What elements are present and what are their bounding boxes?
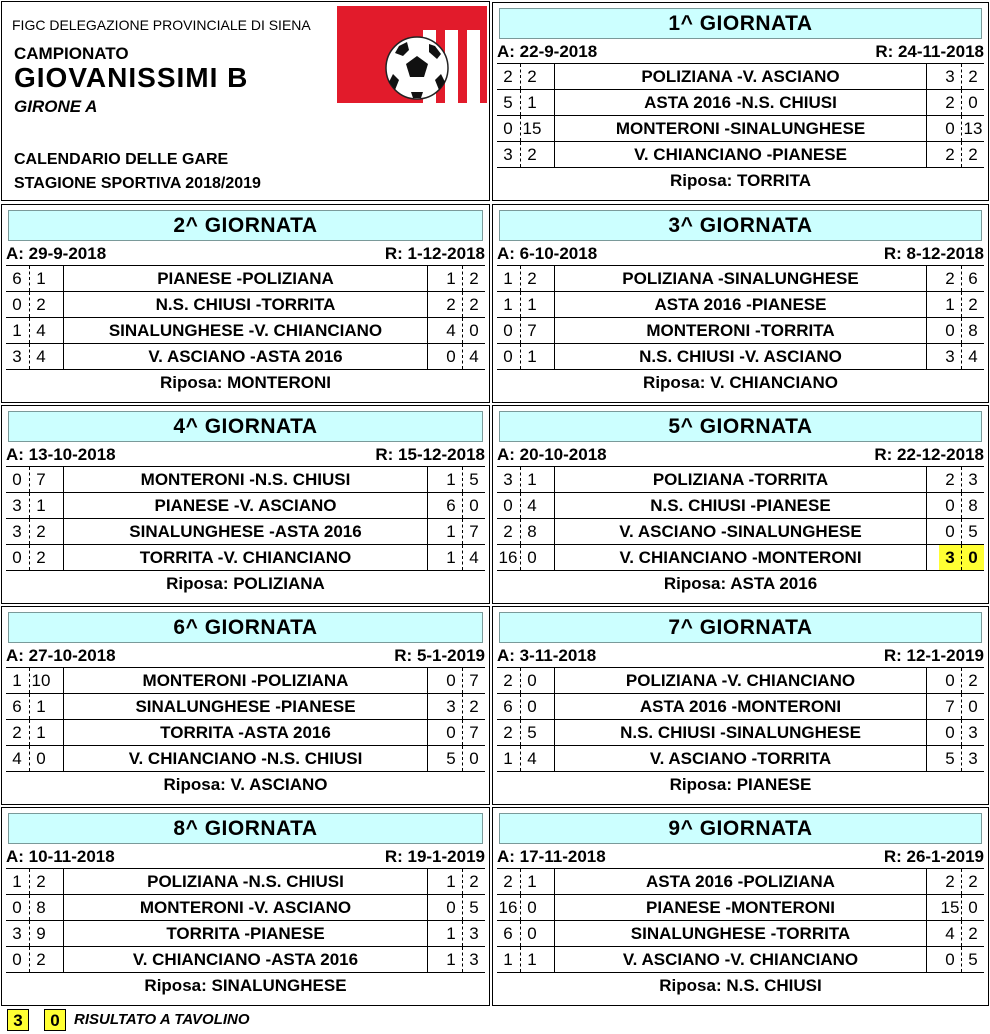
andata-home-score: 0 xyxy=(12,548,22,567)
match-teams: SINALUNGHESE -PIANESE xyxy=(63,694,428,719)
andata-away-score: 1 xyxy=(520,467,543,492)
match-row xyxy=(6,920,485,947)
match-row xyxy=(497,868,984,895)
andata-away-score: 1 xyxy=(29,720,52,745)
giornata-dates xyxy=(497,444,984,466)
ritorno-home-score: 4 xyxy=(446,321,456,340)
andata-away-score: 4 xyxy=(29,344,52,369)
riposa-label: Riposa: SINALUNGHESE xyxy=(6,972,485,999)
ritorno-away-score: 8 xyxy=(961,318,984,343)
riposa-label: Riposa: V. ASCIANO xyxy=(6,771,485,798)
ritorno-away-score: 5 xyxy=(961,947,984,972)
ritorno-away-score: 6 xyxy=(961,266,984,291)
andata-home-score: 5 xyxy=(503,93,513,112)
ritorno-home-score: 4 xyxy=(945,924,955,943)
ritorno-home-score: 1 xyxy=(446,924,456,943)
match-row xyxy=(6,291,485,318)
andata-date: A: 20-10-2018 xyxy=(497,445,607,464)
ritorno-home-score: 0 xyxy=(446,723,456,742)
andata-away-score: 4 xyxy=(29,318,52,343)
andata-home-score: 6 xyxy=(503,924,513,943)
andata-home-score: 6 xyxy=(503,697,513,716)
andata-home-score: 4 xyxy=(12,749,22,768)
ritorno-away-score: 4 xyxy=(462,545,485,570)
giornata-panel xyxy=(492,405,989,604)
match-teams: POLIZIANA -SINALUNGHESE xyxy=(554,266,927,291)
giornata-dates xyxy=(497,243,984,265)
andata-home-score: 1 xyxy=(503,950,513,969)
ritorno-away-score: 2 xyxy=(961,64,984,89)
riposa-label: Riposa: ASTA 2016 xyxy=(497,570,984,597)
giornata-title: 5^ GIORNATA xyxy=(499,411,982,442)
ritorno-away-score: 3 xyxy=(961,467,984,492)
match-teams: V. CHIANCIANO -N.S. CHIUSI xyxy=(63,746,428,771)
andata-away-score: 15 xyxy=(520,116,543,141)
ritorno-home-score: 0 xyxy=(945,321,955,340)
andata-home-score: 3 xyxy=(12,924,22,943)
match-row xyxy=(497,492,984,519)
ritorno-home-score: 1 xyxy=(446,522,456,541)
match-row xyxy=(6,868,485,895)
match-teams: TORRITA -ASTA 2016 xyxy=(63,720,428,745)
group-label: GIRONE A xyxy=(14,97,98,116)
giornata-dates xyxy=(6,846,485,868)
andata-home-score: 2 xyxy=(503,723,513,742)
andata-date: A: 13-10-2018 xyxy=(6,445,116,464)
andata-away-score: 0 xyxy=(520,895,543,920)
match-row xyxy=(6,667,485,694)
ritorno-away-score: 2 xyxy=(961,921,984,946)
match-row xyxy=(497,745,984,772)
andata-date: A: 27-10-2018 xyxy=(6,646,116,665)
giornata-title: 6^ GIORNATA xyxy=(8,612,483,643)
match-teams: PIANESE -MONTERONI xyxy=(554,895,927,920)
calendar-label: CALENDARIO DELLE GARE xyxy=(14,151,229,168)
match-row xyxy=(497,317,984,344)
andata-home-score: 16 xyxy=(498,548,518,567)
match-row xyxy=(497,343,984,370)
match-row xyxy=(497,466,984,493)
match-teams: SINALUNGHESE -ASTA 2016 xyxy=(63,519,428,544)
match-row xyxy=(6,745,485,772)
match-row xyxy=(497,920,984,947)
giornata-panel xyxy=(492,807,989,1006)
andata-date: A: 29-9-2018 xyxy=(6,244,107,263)
andata-home-score: 0 xyxy=(503,496,513,515)
ritorno-date: R: 8-12-2018 xyxy=(883,244,984,263)
ritorno-away-score: 0 xyxy=(961,694,984,719)
andata-home-score: 3 xyxy=(12,347,22,366)
ritorno-date: R: 19-1-2019 xyxy=(384,847,485,866)
andata-away-score: 1 xyxy=(29,694,52,719)
match-teams: MONTERONI -POLIZIANA xyxy=(63,668,428,693)
andata-away-score: 2 xyxy=(520,64,543,89)
andata-away-score: 1 xyxy=(520,869,543,894)
ritorno-home-score: 5 xyxy=(945,749,955,768)
ritorno-home-score: 0 xyxy=(945,496,955,515)
giornata-dates xyxy=(6,645,485,667)
ritorno-away-score: 5 xyxy=(961,519,984,544)
ritorno-home-score: 0 xyxy=(446,671,456,690)
ritorno-away-score: 4 xyxy=(462,344,485,369)
match-teams: POLIZIANA -N.S. CHIUSI xyxy=(63,869,428,894)
ritorno-home-score: 2 xyxy=(945,470,955,489)
season-label: STAGIONE SPORTIVA 2018/2019 xyxy=(14,175,261,192)
ritorno-home-score: 0 xyxy=(945,119,955,138)
andata-home-score: 3 xyxy=(503,145,513,164)
ritorno-away-score: 2 xyxy=(462,292,485,317)
match-row xyxy=(497,89,984,116)
match-teams: MONTERONI -V. ASCIANO xyxy=(63,895,428,920)
match-row xyxy=(6,492,485,519)
match-row xyxy=(6,343,485,370)
ritorno-home-score: 2 xyxy=(945,269,955,288)
andata-away-score: 9 xyxy=(29,921,52,946)
ritorno-home-score: 0 xyxy=(446,898,456,917)
andata-away-score: 2 xyxy=(29,869,52,894)
match-teams: ASTA 2016 -PIANESE xyxy=(554,292,927,317)
ritorno-home-score: 0 xyxy=(945,723,955,742)
riposa-label: Riposa: V. CHIANCIANO xyxy=(497,369,984,396)
giornata-panel xyxy=(492,2,989,201)
andata-home-score: 2 xyxy=(503,872,513,891)
match-teams: MONTERONI -TORRITA xyxy=(554,318,927,343)
andata-away-score: 0 xyxy=(520,668,543,693)
match-teams: N.S. CHIUSI -SINALUNGHESE xyxy=(554,720,927,745)
ritorno-home-score: 7 xyxy=(945,697,955,716)
match-row xyxy=(6,518,485,545)
match-teams: MONTERONI -SINALUNGHESE xyxy=(554,116,927,141)
ritorno-away-score: 5 xyxy=(462,895,485,920)
match-row xyxy=(497,946,984,973)
giornata-title: 1^ GIORNATA xyxy=(499,8,982,39)
ritorno-home-score: 1 xyxy=(945,295,955,314)
legend-text: RISULTATO A TAVOLINO xyxy=(74,1011,250,1028)
andata-away-score: 0 xyxy=(520,694,543,719)
ritorno-home-score: 1 xyxy=(446,950,456,969)
match-teams: TORRITA -PIANESE xyxy=(63,921,428,946)
match-teams: V. CHIANCIANO -MONTERONI xyxy=(554,545,927,570)
ritorno-home-score: 3 xyxy=(945,67,955,86)
match-teams: ASTA 2016 -N.S. CHIUSI xyxy=(554,90,927,115)
ritorno-home-score: 1 xyxy=(446,269,456,288)
giornata-title: 8^ GIORNATA xyxy=(8,813,483,844)
match-row xyxy=(497,518,984,545)
andata-away-score: 5 xyxy=(520,720,543,745)
ritorno-away-score: 0 xyxy=(462,746,485,771)
ritorno-away-score: 2 xyxy=(961,292,984,317)
ritorno-away-score: 2 xyxy=(961,869,984,894)
match-teams: ASTA 2016 -POLIZIANA xyxy=(554,869,927,894)
ritorno-away-score: 0 xyxy=(462,318,485,343)
match-teams: TORRITA -V. CHIANCIANO xyxy=(63,545,428,570)
andata-home-score: 0 xyxy=(503,321,513,340)
match-row xyxy=(497,115,984,142)
andata-away-score: 4 xyxy=(520,493,543,518)
riposa-label: Riposa: POLIZIANA xyxy=(6,570,485,597)
andata-date: A: 10-11-2018 xyxy=(6,847,115,866)
andata-away-score: 1 xyxy=(520,344,543,369)
match-row xyxy=(497,63,984,90)
match-teams: POLIZIANA -V. CHIANCIANO xyxy=(554,668,927,693)
andata-home-score: 1 xyxy=(503,749,513,768)
riposa-label: Riposa: N.S. CHIUSI xyxy=(497,972,984,999)
ritorno-home-score: 1 xyxy=(446,548,456,567)
legend-box-away: 0 xyxy=(44,1009,66,1031)
ritorno-date: R: 15-12-2018 xyxy=(375,445,485,464)
andata-home-score: 0 xyxy=(12,470,22,489)
andata-date: A: 22-9-2018 xyxy=(497,42,598,61)
giornata-panel xyxy=(1,405,490,604)
andata-home-score: 6 xyxy=(12,269,22,288)
andata-away-score: 1 xyxy=(29,493,52,518)
ritorno-home-score: 2 xyxy=(945,145,955,164)
ritorno-away-score: 2 xyxy=(462,869,485,894)
riposa-label: Riposa: TORRITA xyxy=(497,167,984,194)
campionato-label: CAMPIONATO xyxy=(14,44,129,63)
ritorno-away-score: 5 xyxy=(462,467,485,492)
ritorno-away-score: 2 xyxy=(961,668,984,693)
figc-logo xyxy=(337,6,487,103)
andata-away-score: 2 xyxy=(29,519,52,544)
match-row xyxy=(6,466,485,493)
match-teams: V. ASCIANO -V. CHIANCIANO xyxy=(554,947,927,972)
andata-home-score: 1 xyxy=(503,295,513,314)
andata-away-score: 1 xyxy=(520,947,543,972)
andata-away-score: 0 xyxy=(520,545,543,570)
andata-date: A: 17-11-2018 xyxy=(497,847,606,866)
match-row xyxy=(6,693,485,720)
andata-home-score: 0 xyxy=(12,950,22,969)
ritorno-home-score: 5 xyxy=(446,749,456,768)
match-teams: POLIZIANA -V. ASCIANO xyxy=(554,64,927,89)
ritorno-away-score: 7 xyxy=(462,720,485,745)
ritorno-away-score: 3 xyxy=(961,720,984,745)
riposa-label: Riposa: MONTERONI xyxy=(6,369,485,396)
giornata-panel xyxy=(492,204,989,403)
ritorno-away-score: 2 xyxy=(462,694,485,719)
match-row xyxy=(497,894,984,921)
giornata-panel xyxy=(1,204,490,403)
ritorno-date: R: 26-1-2019 xyxy=(883,847,984,866)
andata-home-score: 0 xyxy=(12,295,22,314)
giornata-panel xyxy=(1,606,490,805)
match-teams: SINALUNGHESE -V. CHIANCIANO xyxy=(63,318,428,343)
match-row xyxy=(497,544,984,571)
andata-home-score: 0 xyxy=(503,119,513,138)
andata-home-score: 1 xyxy=(12,872,22,891)
andata-home-score: 6 xyxy=(12,697,22,716)
giornata-dates xyxy=(6,444,485,466)
header-panel xyxy=(1,1,490,201)
andata-away-score: 0 xyxy=(520,921,543,946)
ritorno-away-score: 7 xyxy=(462,519,485,544)
federation-label: FIGC DELEGAZIONE PROVINCIALE DI SIENA xyxy=(12,17,311,33)
andata-date: A: 3-11-2018 xyxy=(497,646,597,665)
andata-away-score: 2 xyxy=(520,142,543,167)
andata-away-score: 1 xyxy=(520,292,543,317)
andata-away-score: 1 xyxy=(520,90,543,115)
soccer-ball-icon xyxy=(337,6,487,103)
andata-home-score: 2 xyxy=(503,522,513,541)
match-teams: N.S. CHIUSI -PIANESE xyxy=(554,493,927,518)
andata-home-score: 3 xyxy=(12,496,22,515)
giornata-title: 2^ GIORNATA xyxy=(8,210,483,241)
match-teams: V. ASCIANO -ASTA 2016 xyxy=(63,344,428,369)
andata-home-score: 3 xyxy=(503,470,513,489)
ritorno-home-score: 2 xyxy=(945,93,955,112)
ritorno-away-score: 0 xyxy=(961,895,984,920)
andata-away-score: 7 xyxy=(29,467,52,492)
andata-away-score: 2 xyxy=(29,545,52,570)
ritorno-date: R: 5-1-2019 xyxy=(394,646,485,665)
andata-away-score: 10 xyxy=(29,668,52,693)
andata-home-score: 1 xyxy=(12,321,22,340)
match-row xyxy=(6,265,485,292)
match-teams: V. CHIANCIANO -ASTA 2016 xyxy=(63,947,428,972)
giornata-title: 4^ GIORNATA xyxy=(8,411,483,442)
ritorno-home-score: 0 xyxy=(945,671,955,690)
match-row xyxy=(6,946,485,973)
ritorno-away-score: 8 xyxy=(961,493,984,518)
ritorno-away-score: 0 xyxy=(961,545,984,570)
andata-home-score: 3 xyxy=(12,522,22,541)
ritorno-home-score: 3 xyxy=(446,697,456,716)
andata-home-score: 2 xyxy=(503,67,513,86)
ritorno-away-score: 7 xyxy=(462,668,485,693)
andata-away-score: 2 xyxy=(29,947,52,972)
match-row xyxy=(497,667,984,694)
ritorno-home-score: 2 xyxy=(446,295,456,314)
giornata-title: 7^ GIORNATA xyxy=(499,612,982,643)
ritorno-date: R: 12-1-2019 xyxy=(883,646,984,665)
ritorno-home-score: 0 xyxy=(945,950,955,969)
match-row xyxy=(497,265,984,292)
match-teams: POLIZIANA -TORRITA xyxy=(554,467,927,492)
category-title: GIOVANISSIMI B xyxy=(14,62,249,93)
ritorno-away-score: 0 xyxy=(462,493,485,518)
ritorno-home-score: 15 xyxy=(940,898,960,917)
andata-away-score: 8 xyxy=(520,519,543,544)
giornata-panel xyxy=(1,807,490,1006)
andata-home-score: 16 xyxy=(498,898,518,917)
match-row xyxy=(497,719,984,746)
ritorno-away-score: 3 xyxy=(462,921,485,946)
ritorno-date: R: 1-12-2018 xyxy=(384,244,485,263)
andata-away-score: 2 xyxy=(29,292,52,317)
match-row xyxy=(497,291,984,318)
giornata-dates xyxy=(497,846,984,868)
giornata-title: 3^ GIORNATA xyxy=(499,210,982,241)
andata-home-score: 0 xyxy=(12,898,22,917)
andata-away-score: 7 xyxy=(520,318,543,343)
match-teams: PIANESE -POLIZIANA xyxy=(63,266,428,291)
andata-home-score: 1 xyxy=(503,269,513,288)
ritorno-away-score: 0 xyxy=(961,90,984,115)
ritorno-home-score: 6 xyxy=(446,496,456,515)
match-teams: V. ASCIANO -SINALUNGHESE xyxy=(554,519,927,544)
giornata-title: 9^ GIORNATA xyxy=(499,813,982,844)
ritorno-home-score: 0 xyxy=(446,347,456,366)
ritorno-away-score: 13 xyxy=(961,116,984,141)
match-row xyxy=(6,317,485,344)
match-teams: V. ASCIANO -TORRITA xyxy=(554,746,927,771)
andata-away-score: 4 xyxy=(520,746,543,771)
andata-away-score: 1 xyxy=(29,266,52,291)
andata-away-score: 8 xyxy=(29,895,52,920)
match-row xyxy=(497,141,984,168)
ritorno-date: R: 22-12-2018 xyxy=(874,445,984,464)
andata-home-score: 2 xyxy=(503,671,513,690)
andata-home-score: 1 xyxy=(12,671,22,690)
andata-away-score: 0 xyxy=(29,746,52,771)
ritorno-away-score: 3 xyxy=(961,746,984,771)
ritorno-date: R: 24-11-2018 xyxy=(875,42,984,61)
giornata-dates xyxy=(497,645,984,667)
ritorno-home-score: 3 xyxy=(945,347,955,366)
match-teams: N.S. CHIUSI -V. ASCIANO xyxy=(554,344,927,369)
ritorno-home-score: 1 xyxy=(446,470,456,489)
giornata-dates xyxy=(6,243,485,265)
ritorno-away-score: 2 xyxy=(462,266,485,291)
ritorno-home-score: 2 xyxy=(945,872,955,891)
match-row xyxy=(6,719,485,746)
giornata-panel xyxy=(492,606,989,805)
legend-box-home: 3 xyxy=(7,1009,29,1031)
riposa-label: Riposa: PIANESE xyxy=(497,771,984,798)
ritorno-home-score: 1 xyxy=(446,872,456,891)
ritorno-home-score: 0 xyxy=(945,522,955,541)
match-teams: ASTA 2016 -MONTERONI xyxy=(554,694,927,719)
match-teams: PIANESE -V. ASCIANO xyxy=(63,493,428,518)
andata-home-score: 0 xyxy=(503,347,513,366)
giornata-dates xyxy=(497,41,984,63)
ritorno-away-score: 4 xyxy=(961,344,984,369)
andata-home-score: 2 xyxy=(12,723,22,742)
match-teams: N.S. CHIUSI -TORRITA xyxy=(63,292,428,317)
match-row xyxy=(6,544,485,571)
andata-date: A: 6-10-2018 xyxy=(497,244,598,263)
ritorno-away-score: 3 xyxy=(462,947,485,972)
match-teams: MONTERONI -N.S. CHIUSI xyxy=(63,467,428,492)
ritorno-away-score: 2 xyxy=(961,142,984,167)
match-row xyxy=(497,693,984,720)
match-row xyxy=(6,894,485,921)
match-teams: V. CHIANCIANO -PIANESE xyxy=(554,142,927,167)
ritorno-home-score: 3 xyxy=(939,545,961,570)
andata-away-score: 2 xyxy=(520,266,543,291)
match-teams: SINALUNGHESE -TORRITA xyxy=(554,921,927,946)
